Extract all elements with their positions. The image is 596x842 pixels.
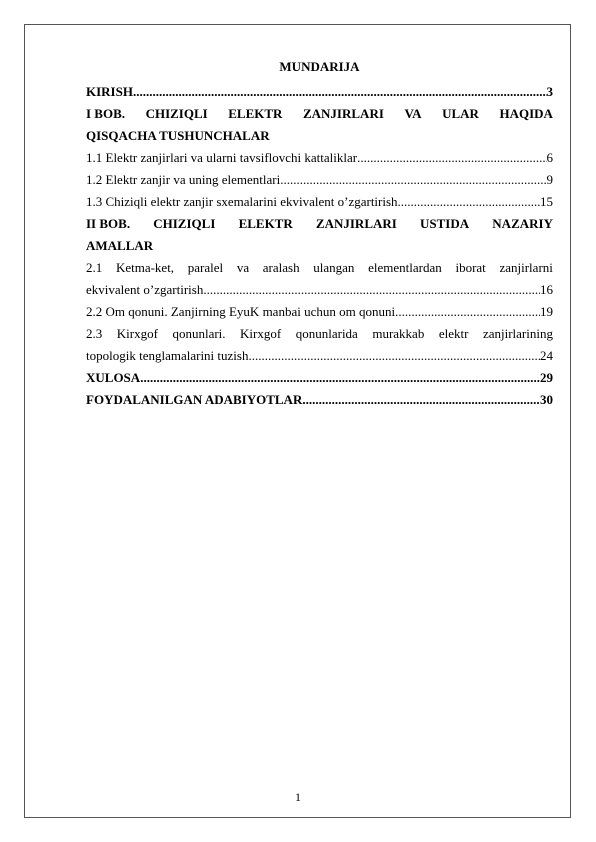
toc-entry-bob1-line2: QISQACHA TUSHUNCHALAR bbox=[86, 128, 270, 143]
toc-entry-2-2[interactable]: 2.2 Om qonuni. Zanjirning EyuK manbai uchun om qonuni ..... 19 bbox=[86, 301, 553, 323]
toc-entry-2-3-line2[interactable]: topologik tenglamalarini tuzish ..... 24 bbox=[86, 345, 553, 367]
toc-entry-1-3[interactable]: 1.3 Chiziqli elektr zanjir sxemalarini ekvivalent o’zgartirish ..... 15 bbox=[86, 191, 553, 213]
toc-entry-1-1[interactable]: 1.1 Elektr zanjirlari va ularni tavsiflovchi kattaliklar ..... 6 bbox=[86, 147, 553, 169]
toc-entry-1-2[interactable]: 1.2 Elektr zanjir va uning elementlari ..... 9 bbox=[86, 169, 553, 191]
page-number: 1 bbox=[295, 790, 301, 804]
toc-entry-2-1-line2[interactable]: ekvivalent o’zgartirish ..... 16 bbox=[86, 279, 553, 301]
toc-entry-adabiyotlar[interactable]: FOYDALANILGAN ADABIYOTLAR ..... 30 bbox=[86, 389, 553, 411]
toc-entry-2-1[interactable]: 2.1 Ketma-ket, paralel va aralash ulangan elementlardan iborat zanjirlarni bbox=[86, 260, 553, 275]
toc-entry-bob1[interactable]: I BOB. CHIZIQLI ELEKTR ZANJIRLARI VA ULAR HAQIDA bbox=[86, 106, 553, 121]
toc-entry-2-3[interactable]: 2.3 Kirxgof qonunlari. Kirxgof qonunlarida murakkab elektr zanjirlarining bbox=[86, 326, 553, 341]
table-of-contents bbox=[86, 57, 553, 411]
toc-entry-bob2[interactable]: II BOB. CHIZIQLI ELEKTR ZANJIRLARI USTIDA NAZARIY bbox=[86, 216, 553, 231]
toc-entry-xulosa[interactable]: XULOSA ..... 29 bbox=[86, 367, 553, 389]
toc-entry-kirish[interactable]: KIRISH ..... 3 bbox=[86, 81, 553, 103]
toc-entry-bob2-line2: AMALLAR bbox=[86, 238, 154, 253]
toc-title: MUNDARIJA bbox=[279, 59, 360, 74]
